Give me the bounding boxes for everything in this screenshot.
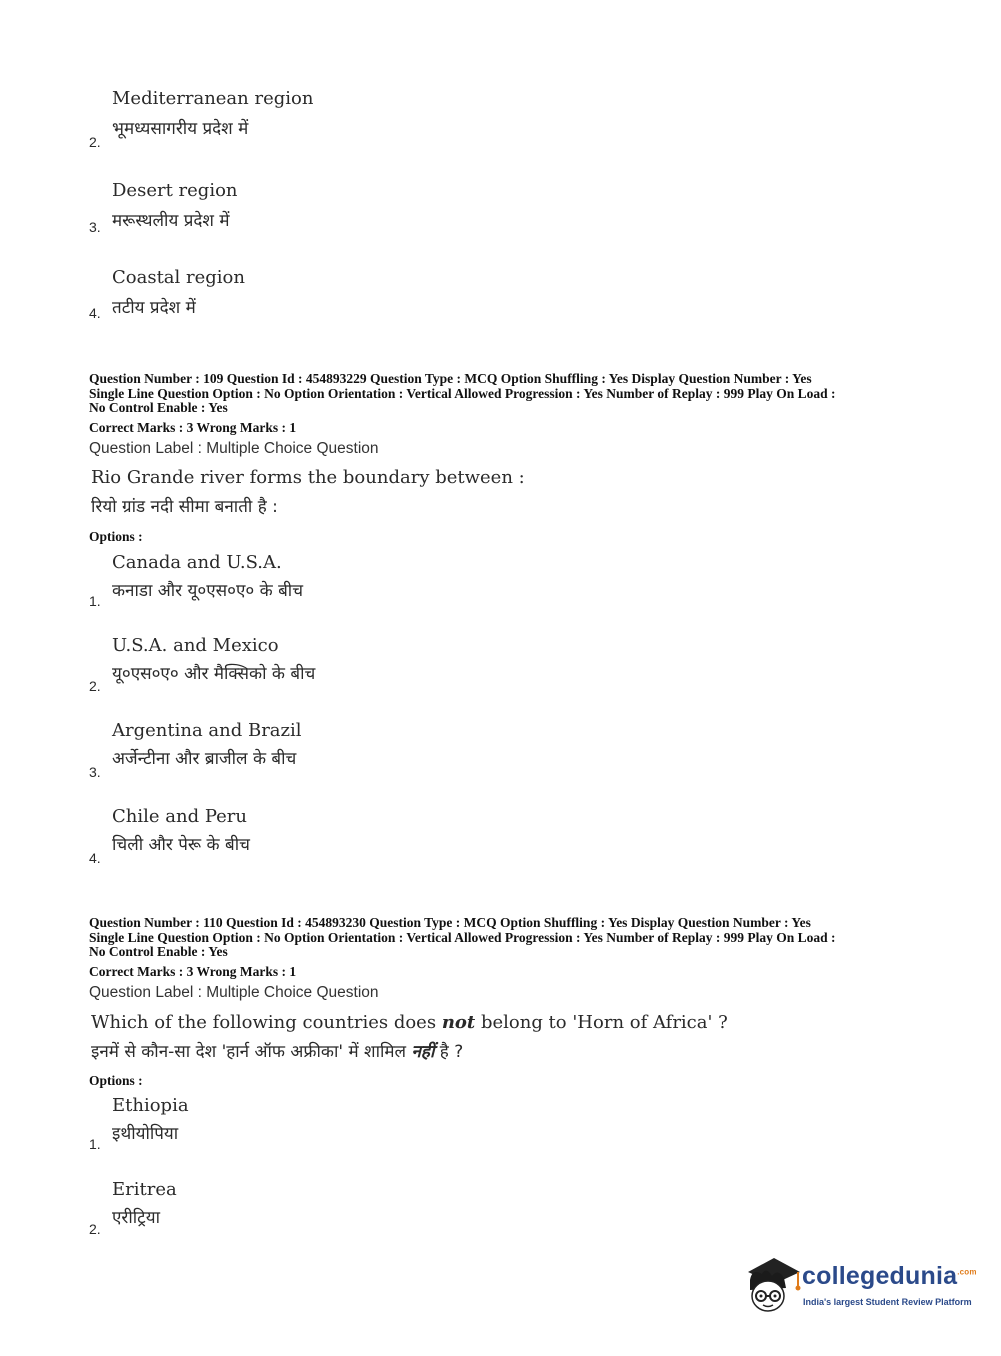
question-110-meta	[89, 916, 919, 960]
option-text-en: Canada and U.S.A.	[112, 552, 282, 573]
text-segment: belong to 'Horn of Africa' ?	[475, 1012, 728, 1033]
option-text-en: U.S.A. and Mexico	[112, 635, 279, 656]
brand-name	[802, 1262, 977, 1291]
question-110-text-en	[91, 1012, 728, 1033]
option-number: 2.	[89, 134, 101, 150]
meta-line: No Control Enable : Yes	[89, 400, 228, 415]
question-110-label: Question Label : Multiple Choice Question	[89, 984, 379, 1001]
option-text-en: Argentina and Brazil	[112, 720, 302, 741]
question-110-text-hi	[91, 1039, 463, 1062]
brand-tagline: India's largest Student Review Platform	[803, 1297, 972, 1307]
option-number: 2.	[89, 678, 101, 694]
option-text-en: Chile and Peru	[112, 806, 247, 827]
option-number: 1.	[89, 1136, 101, 1152]
option-text-hi: एरीट्रिया	[112, 1208, 160, 1228]
question-109-text-hi: रियो ग्रांड नदी सीमा बनाती है :	[91, 497, 278, 517]
options-header: Options :	[89, 1073, 143, 1088]
mascot-icon	[742, 1250, 802, 1318]
meta-line: No Control Enable : Yes	[89, 944, 228, 959]
option-number: 1.	[89, 593, 101, 609]
meta-line: Question Number : 109 Question Id : 454893229 Question Type : MCQ Option Shuffling : Yes Display Question Number : Yes	[89, 371, 812, 386]
option-text-en: Coastal region	[112, 267, 245, 288]
question-109-label: Question Label : Multiple Choice Question	[89, 440, 379, 457]
text-emphasis: not	[441, 1012, 476, 1033]
question-109-marks: Correct Marks : 3 Wrong Marks : 1	[89, 420, 297, 435]
question-110-marks: Correct Marks : 3 Wrong Marks : 1	[89, 964, 297, 979]
options-header: Options :	[89, 529, 143, 544]
option-text-hi: यू०एस०ए० और मैक्सिको के बीच	[112, 664, 316, 684]
question-109-meta	[89, 372, 919, 416]
option-text-hi: चिली और पेरू के बीच	[112, 835, 250, 855]
option-number: 4.	[89, 850, 101, 866]
option-text-en: Eritrea	[112, 1179, 177, 1200]
option-number: 2.	[89, 1221, 101, 1237]
meta-line: Single Line Question Option : No Option Orientation : Vertical Allowed Progression : Yes Number of Replay : 999 Play On Load :	[89, 929, 836, 945]
option-text-en: Mediterranean region	[112, 88, 314, 109]
text-emphasis: नहीं	[411, 1042, 435, 1062]
option-text-hi: मरूस्थलीय प्रदेश में	[112, 211, 230, 231]
text-segment: इनमें से कौन-सा देश 'हार्न ऑफ अफ्रीका' में शामिल	[91, 1042, 412, 1062]
option-number: 3.	[89, 764, 101, 780]
question-109-text-en: Rio Grande river forms the boundary between :	[91, 467, 525, 488]
option-text-en: Ethiopia	[112, 1095, 189, 1116]
option-text-hi: इथीयोपिया	[112, 1124, 179, 1144]
option-number: 4.	[89, 305, 101, 321]
brand-suffix: .com	[957, 1267, 977, 1277]
option-text-hi: तटीय प्रदेश में	[112, 298, 196, 318]
option-text-hi: अर्जेन्टीना और ब्राजील के बीच	[112, 749, 297, 769]
option-text-en: Desert region	[112, 180, 238, 201]
meta-line: Single Line Question Option : No Option Orientation : Vertical Allowed Progression : Yes Number of Replay : 999 Play On Load :	[89, 385, 836, 401]
meta-line: Question Number : 110 Question Id : 454893230 Question Type : MCQ Option Shuffling : Yes Display Question Number : Yes	[89, 915, 811, 930]
option-number: 3.	[89, 219, 101, 235]
text-segment: Which of the following countries does	[91, 1012, 442, 1033]
option-text-hi: कनाडा और यू०एस०ए० के बीच	[112, 581, 303, 601]
option-text-hi: भूमध्यसागरीय प्रदेश में	[112, 119, 249, 139]
collegedunia-logo	[742, 1250, 977, 1320]
text-segment: है ?	[434, 1042, 464, 1062]
brand-text: collegedunia	[802, 1262, 958, 1290]
